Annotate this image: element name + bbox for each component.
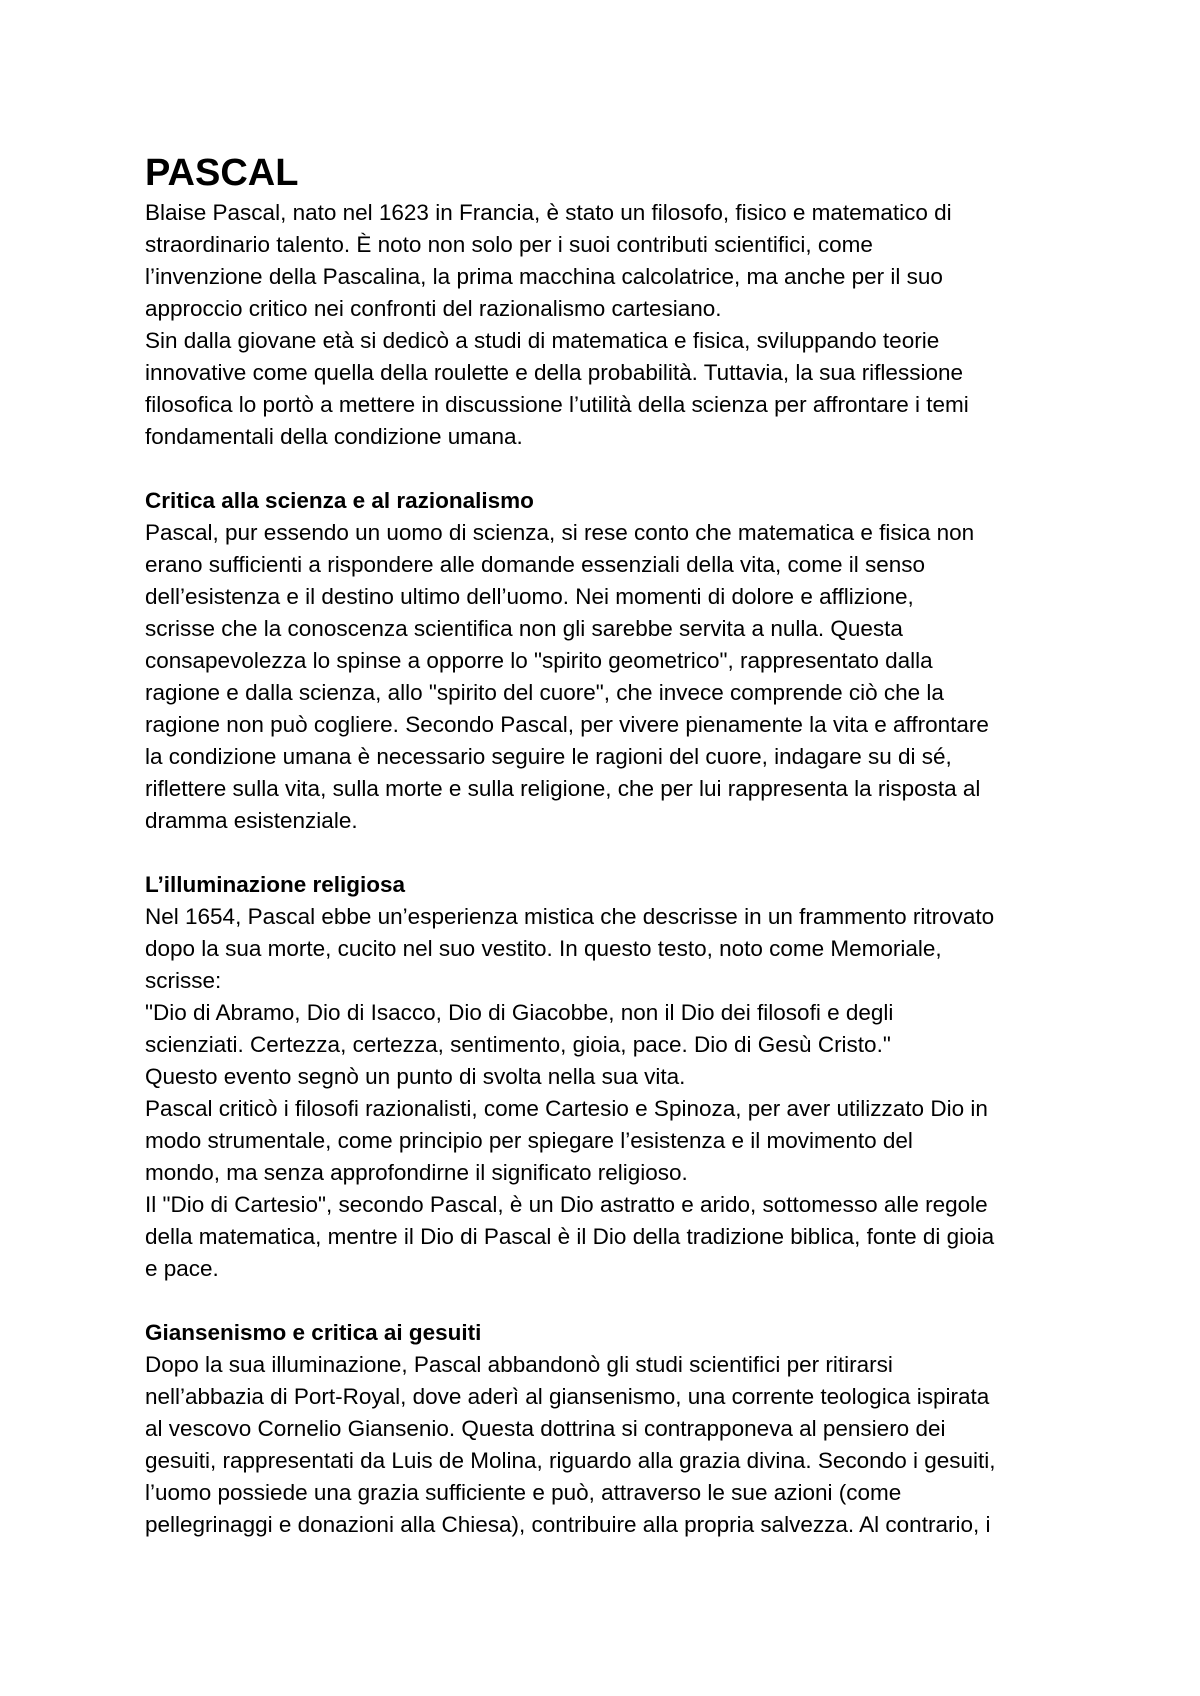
- section-body-giansenismo: [145, 1349, 1085, 1541]
- text-line: filosofica lo portò a mettere in discussione l’utilità della scienza per affrontare i temi: [145, 392, 969, 417]
- text-line: approccio critico nei confronti del razionalismo cartesiano.: [145, 296, 722, 321]
- text-line: al vescovo Cornelio Giansenio. Questa dottrina si contrapponeva al pensiero dei: [145, 1416, 946, 1441]
- text-line: erano sufficienti a rispondere alle domande essenziali della vita, come il senso: [145, 552, 926, 577]
- text-line: Il "Dio di Cartesio", secondo Pascal, è un Dio astratto e arido, sottomesso alle regole: [145, 1192, 988, 1217]
- text-line: "Dio di Abramo, Dio di Isacco, Dio di Giacobbe, non il Dio dei filosofi e degli: [145, 1000, 894, 1025]
- text-line: scienziati. Certezza, certezza, sentimento, gioia, pace. Dio di Gesù Cristo.": [145, 1032, 891, 1057]
- text-line: Pascal criticò i filosofi razionalisti, come Cartesio e Spinoza, per aver utilizzato Dio in: [145, 1096, 988, 1121]
- section-heading-critica: Critica alla scienza e al razionalismo: [145, 488, 534, 513]
- text-line: Sin dalla giovane età si dedicò a studi di matematica e fisica, sviluppando teorie: [145, 328, 940, 353]
- text-line: la condizione umana è necessario seguire le ragioni del cuore, indagare su di sé,: [145, 744, 952, 769]
- text-line: scrisse che la conoscenza scientifica non gli sarebbe servita a nulla. Questa: [145, 616, 903, 641]
- section-heading-illuminazione: L’illuminazione religiosa: [145, 872, 406, 897]
- text-line: l’uomo possiede una grazia sufficiente e può, attraverso le sue azioni (come: [145, 1480, 902, 1505]
- text-line: nell’abbazia di Port-Royal, dove aderì al giansenismo, una corrente teologica ispirata: [145, 1384, 990, 1409]
- text-line: e pace.: [145, 1256, 219, 1281]
- section-heading-giansenismo: Giansenismo e critica ai gesuiti: [145, 1320, 482, 1345]
- text-line: consapevolezza lo spinse a opporre lo "spirito geometrico", rappresentato dalla: [145, 648, 933, 673]
- text-line: Dopo la sua illuminazione, Pascal abbandonò gli studi scientifici per ritirarsi: [145, 1352, 893, 1377]
- text-line: riflettere sulla vita, sulla morte e sulla religione, che per lui rappresenta la risposta al: [145, 776, 981, 801]
- text-line: Nel 1654, Pascal ebbe un’esperienza mistica che descrisse in un frammento ritrovato: [145, 904, 995, 929]
- text-line: dell’esistenza e il destino ultimo dell’uomo. Nei momenti di dolore e afflizione,: [145, 584, 914, 609]
- document-page: [145, 150, 1085, 1541]
- text-line: fondamentali della condizione umana.: [145, 424, 523, 449]
- text-line: dramma esistenziale.: [145, 808, 358, 833]
- section-body-critica: [145, 517, 1085, 837]
- text-line: ragione e dalla scienza, allo "spirito del cuore", che invece comprende ciò che la: [145, 680, 944, 705]
- text-line: innovative come quella della roulette e della probabilità. Tuttavia, la sua riflessione: [145, 360, 963, 385]
- text-line: pellegrinaggi e donazioni alla Chiesa), contribuire alla propria salvezza. Al contrario, i: [145, 1512, 991, 1537]
- document-title: PASCAL: [145, 152, 299, 194]
- text-line: straordinario talento. È noto non solo per i suoi contributi scientifici, come: [145, 232, 873, 257]
- text-line: Questo evento segnò un punto di svolta nella sua vita.: [145, 1064, 686, 1089]
- text-line: dopo la sua morte, cucito nel suo vestito. In questo testo, noto come Memoriale,: [145, 936, 942, 961]
- text-line: Pascal, pur essendo un uomo di scienza, si rese conto che matematica e fisica non: [145, 520, 975, 545]
- text-line: l’invenzione della Pascalina, la prima macchina calcolatrice, ma anche per il suo: [145, 264, 943, 289]
- text-line: mondo, ma senza approfondirne il significato religioso.: [145, 1160, 688, 1185]
- text-line: scrisse:: [145, 968, 222, 993]
- text-line: gesuiti, rappresentati da Luis de Molina, riguardo alla grazia divina. Secondo i gesuiti,: [145, 1448, 996, 1473]
- text-line: Blaise Pascal, nato nel 1623 in Francia, è stato un filosofo, fisico e matematico di: [145, 200, 952, 225]
- text-line: ragione non può cogliere. Secondo Pascal, per vivere pienamente la vita e affrontare: [145, 712, 989, 737]
- intro-paragraph: [145, 197, 1085, 453]
- section-body-illuminazione: [145, 901, 1085, 1285]
- text-line: modo strumentale, come principio per spiegare l’esistenza e il movimento del: [145, 1128, 913, 1153]
- text-line: della matematica, mentre il Dio di Pascal è il Dio della tradizione biblica, fonte di gioia: [145, 1224, 995, 1249]
